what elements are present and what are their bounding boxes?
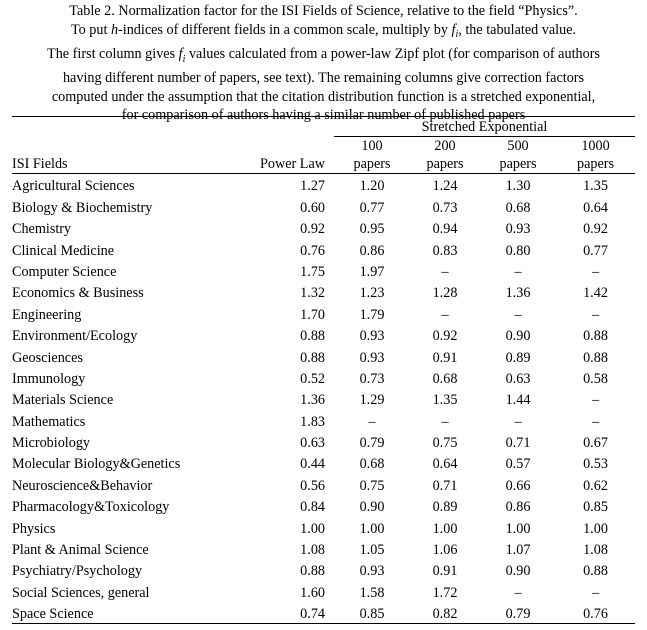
caption-text: The first column gives — [47, 45, 179, 62]
field-name: Clinical Medicine — [12, 242, 115, 259]
table-row — [12, 195, 635, 216]
table-row — [12, 559, 635, 580]
se-1000-value: 1.08 — [583, 542, 608, 559]
caption-italic-f: f — [178, 45, 183, 62]
table-row — [12, 473, 635, 494]
table-row — [12, 217, 635, 238]
field-name: Microbiology — [12, 435, 91, 452]
se-1000-value: – — [591, 413, 600, 430]
power-law-value: 0.84 — [300, 499, 325, 516]
se-500-value: 1.30 — [480, 174, 556, 196]
power-law-value: 0.76 — [300, 242, 325, 259]
power-law-value: 0.63 — [300, 435, 325, 452]
se-1000-value: 0.64 — [583, 199, 608, 216]
se-200-value: 1.35 — [432, 392, 458, 409]
field-name: Neuroscience&Behavior — [12, 477, 153, 494]
se-100-value: 0.68 — [359, 456, 385, 473]
power-law-value: 0.74 — [240, 602, 334, 624]
caption-italic-subscript: i — [455, 29, 459, 41]
se-100-value: 1.58 — [359, 584, 385, 601]
power-law-value: 1.36 — [300, 392, 325, 409]
table-row — [12, 174, 635, 196]
power-law-value: 1.70 — [300, 306, 325, 323]
se-200-value: 0.68 — [432, 370, 458, 387]
header-100: 100 — [361, 138, 383, 154]
table-row — [12, 538, 635, 559]
se-200-value: – — [441, 306, 449, 323]
se-200-value: 1.28 — [432, 285, 458, 302]
field-name: Plant & Animal Science — [12, 542, 149, 559]
table-body — [12, 174, 635, 624]
power-law-value: 0.44 — [300, 456, 325, 473]
field-name: Space Science — [12, 602, 240, 624]
caption-italic-f: f — [451, 21, 456, 38]
power-law-value: 1.83 — [300, 413, 325, 430]
power-law-value: 1.27 — [240, 174, 334, 196]
field-name: Psychiatry/Psychology — [12, 563, 143, 580]
se-100-value: 0.73 — [359, 370, 385, 387]
se-500-value: 0.66 — [505, 477, 531, 494]
field-name: Pharmacology&Toxicology — [12, 499, 170, 516]
se-200-value: 0.73 — [432, 199, 458, 216]
field-name: Environment/Ecology — [12, 328, 138, 345]
table-row — [12, 602, 635, 624]
header-200: 200 — [434, 138, 456, 154]
se-200-value: 0.91 — [432, 349, 458, 366]
se-500-value: – — [514, 584, 522, 601]
se-100-value: 1.23 — [359, 285, 385, 302]
se-1000-value: 0.67 — [583, 435, 608, 452]
table-row — [12, 431, 635, 452]
field-name: Physics — [12, 520, 56, 537]
se-200-value: 0.91 — [432, 563, 458, 580]
field-name: Biology & Biochemistry — [12, 199, 153, 216]
se-1000-value: 0.58 — [583, 370, 608, 387]
se-500-value: 0.79 — [480, 602, 556, 624]
se-200-value: 0.92 — [432, 328, 458, 345]
se-200-value: 1.72 — [432, 584, 458, 601]
se-100-value: 0.93 — [359, 328, 385, 345]
se-500-value: – — [514, 413, 522, 430]
caption-italic-subscript: i — [182, 53, 186, 65]
se-1000-value: – — [591, 584, 600, 601]
header-papers: papers — [426, 156, 464, 172]
se-200-value: 0.82 — [410, 602, 480, 624]
se-200-value: 1.00 — [432, 520, 458, 537]
se-500-value: 0.57 — [505, 456, 531, 473]
table-row — [12, 516, 635, 537]
field-name: Molecular Biology&Genetics — [12, 456, 181, 473]
field-name: Engineering — [12, 306, 82, 323]
power-law-value: 1.08 — [300, 542, 325, 559]
field-name: Computer Science — [12, 263, 117, 280]
se-1000-value: 0.92 — [583, 221, 608, 238]
table-row — [12, 302, 635, 323]
se-500-value: 0.63 — [505, 370, 531, 387]
se-1000-value: 0.85 — [583, 499, 608, 516]
table-caption — [10, 2, 637, 125]
power-law-value: 1.32 — [300, 285, 325, 302]
field-name: Materials Science — [12, 392, 114, 409]
se-1000-value: – — [591, 392, 600, 409]
se-200-value: 1.06 — [432, 542, 458, 559]
se-500-value: 0.80 — [505, 242, 531, 259]
se-200-value: 0.64 — [432, 456, 458, 473]
se-100-value: 0.75 — [359, 477, 385, 494]
se-200-value: 0.83 — [432, 242, 458, 259]
se-100-value: – — [368, 413, 376, 430]
table-row — [12, 345, 635, 366]
table-row — [12, 324, 635, 345]
caption-text: To put — [70, 21, 111, 38]
se-100-value: 1.00 — [359, 520, 385, 537]
power-law-value: 0.88 — [300, 328, 325, 345]
se-100-value: 0.93 — [359, 563, 385, 580]
field-name: Geosciences — [12, 349, 83, 366]
se-500-value: 0.89 — [505, 349, 531, 366]
se-200-value: 0.94 — [432, 221, 458, 238]
caption-line-6: for comparison of authors having a similar number of published papers — [121, 107, 526, 124]
caption-line-4: having different number of papers, see text). The remaining columns give correction factors — [62, 70, 585, 87]
table-row — [12, 580, 635, 601]
se-100-value: 0.95 — [359, 221, 385, 238]
field-name: Mathematics — [12, 413, 86, 430]
power-law-value: 0.60 — [300, 199, 325, 216]
power-law-value: 1.00 — [300, 520, 325, 537]
se-100-value: 0.77 — [359, 199, 385, 216]
se-100-value: 1.79 — [359, 306, 385, 323]
se-500-value: 1.00 — [505, 520, 531, 537]
se-500-value: – — [514, 263, 522, 280]
se-1000-value: 1.35 — [556, 174, 635, 196]
se-500-value: 0.93 — [505, 221, 531, 238]
field-name: Agricultural Sciences — [12, 174, 240, 196]
se-100-value: 0.93 — [359, 349, 385, 366]
field-name: Immunology — [12, 370, 86, 387]
se-100-value: 1.97 — [359, 263, 385, 280]
se-1000-value: 1.00 — [583, 520, 608, 537]
se-500-value: 0.71 — [505, 435, 531, 452]
caption-line-1: Table 2. Normalization factor for the ISI Fields of Science, relative to the field “Physics”. — [69, 3, 578, 19]
se-1000-value: 0.88 — [583, 563, 608, 580]
caption-italic-h: h — [110, 21, 119, 38]
power-law-value: 0.88 — [300, 349, 325, 366]
power-law-value: 1.60 — [300, 584, 325, 601]
caption-text: , the tabulated value. — [458, 21, 577, 38]
field-name: Chemistry — [12, 221, 72, 238]
table-row — [12, 238, 635, 259]
se-500-value: 0.90 — [505, 328, 531, 345]
normalization-table — [12, 116, 635, 624]
caption-line-5: computed under the assumption that the citation distribution function is a stretched exponential, — [51, 88, 596, 105]
se-1000-value: 0.53 — [583, 456, 608, 473]
se-1000-value: – — [591, 306, 600, 323]
se-100-value: 1.20 — [334, 174, 410, 196]
table-row — [12, 495, 635, 516]
se-500-value: 1.36 — [505, 285, 531, 302]
se-100-value: 1.29 — [359, 392, 385, 409]
header-papers: papers — [353, 156, 391, 172]
header-power-law: Power Law — [259, 156, 325, 172]
stretched-exponential-header: Stretched Exponential — [334, 117, 635, 137]
power-law-value: 0.88 — [300, 563, 325, 580]
se-100-value: 0.86 — [359, 242, 385, 259]
se-200-value: 1.24 — [410, 174, 480, 196]
se-1000-value: 0.77 — [583, 242, 608, 259]
caption-line-2 — [10, 21, 637, 45]
header-1000: 1000 — [581, 138, 610, 154]
header-isi-fields: ISI Fields — [12, 156, 68, 172]
header-papers: papers — [576, 156, 615, 172]
se-500-value: 0.90 — [505, 563, 531, 580]
table-row — [12, 281, 635, 302]
field-name: Economics & Business — [12, 285, 144, 302]
table-row — [12, 388, 635, 409]
power-law-value: 0.52 — [300, 370, 325, 387]
se-200-value: 0.75 — [432, 435, 458, 452]
se-200-value: 0.71 — [432, 477, 458, 494]
caption-line-3 — [10, 45, 637, 69]
caption-text: values calculated from a power-law Zipf plot (for comparison of authors — [185, 45, 600, 62]
table-row — [12, 452, 635, 473]
se-100-value: 0.90 — [359, 499, 385, 516]
caption-text: -indices of different fields in a common scale, multiply by — [118, 21, 452, 38]
se-1000-value: – — [591, 263, 600, 280]
se-1000-value: 0.76 — [556, 602, 635, 624]
se-500-value: 0.86 — [505, 499, 531, 516]
se-100-value: 1.05 — [359, 542, 385, 559]
power-law-value: 0.92 — [300, 221, 325, 238]
table-row — [12, 260, 635, 281]
se-100-value: 0.85 — [334, 602, 410, 624]
se-500-value: 1.07 — [505, 542, 531, 559]
table-row — [12, 409, 635, 430]
power-law-value: 0.56 — [300, 477, 325, 494]
se-1000-value: 0.88 — [583, 328, 608, 345]
se-200-value: – — [441, 263, 449, 280]
se-500-value: 1.44 — [505, 392, 531, 409]
se-1000-value: 1.42 — [583, 285, 608, 302]
se-200-value: – — [441, 413, 449, 430]
se-100-value: 0.79 — [359, 435, 385, 452]
table-row — [12, 367, 635, 388]
header-500: 500 — [507, 138, 529, 154]
se-1000-value: 0.88 — [583, 349, 608, 366]
header-papers: papers — [499, 156, 537, 172]
se-500-value: 0.68 — [505, 199, 531, 216]
se-500-value: – — [514, 306, 522, 323]
field-name: Social Sciences, general — [12, 584, 150, 601]
se-200-value: 0.89 — [432, 499, 458, 516]
se-1000-value: 0.62 — [583, 477, 608, 494]
power-law-value: 1.75 — [300, 263, 325, 280]
